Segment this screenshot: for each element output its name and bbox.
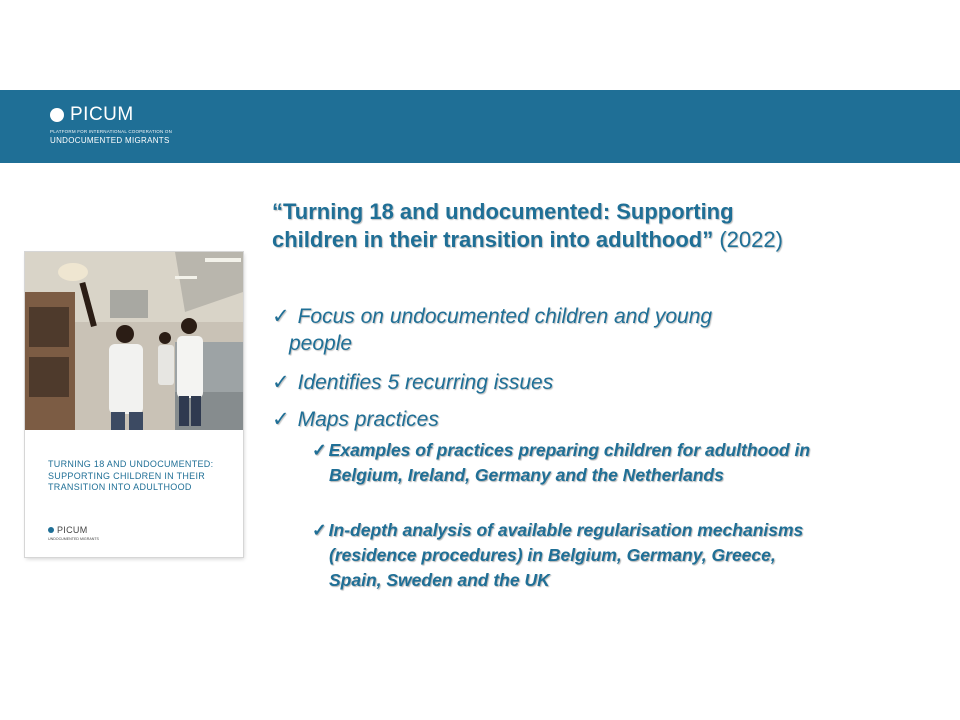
cover-photo	[25, 252, 243, 430]
bullet-3-text: Maps practices	[297, 408, 439, 431]
bullet-2	[272, 369, 553, 396]
picum-logo	[50, 104, 172, 145]
checkmark-icon: ✓	[312, 520, 327, 540]
bullet-1-line-2: people	[289, 332, 353, 355]
logo-name: PICUM	[70, 104, 134, 125]
sub-bullet-2-line-1: In-depth analysis of available regularisation mechanisms	[328, 520, 804, 540]
cover-title	[48, 459, 238, 494]
cover-logo-name: PICUM	[57, 525, 88, 535]
sub-bullet-1	[312, 438, 902, 488]
sub-bullet-1-line-1: Examples of practices preparing children for adulthood in	[328, 440, 811, 460]
bullet-3	[272, 406, 439, 433]
cover-logo-subtitle: UNDOCUMENTED MIGRANTS	[48, 537, 99, 541]
checkmark-icon: ✓	[272, 305, 290, 328]
title-line-2: children in their transition into adulthood”	[272, 227, 714, 252]
header-band	[0, 90, 960, 163]
cover-title-line-2: SUPPORTING CHILDREN IN THEIR	[48, 470, 206, 481]
sub-bullet-2	[312, 518, 902, 593]
logo-subtitle-1: PLATFORM FOR INTERNATIONAL COOPERATION ON	[50, 129, 173, 134]
cover-logo-dot-icon	[48, 527, 54, 533]
title-line-1: “Turning 18 and undocumented: Supporting	[272, 199, 734, 224]
bullet-2-text: Identifies 5 recurring issues	[297, 371, 554, 394]
sub-bullet-2-line-2: (residence procedures) in Belgium, Germany, Greece,	[329, 545, 776, 565]
logo-dot-icon	[50, 108, 64, 122]
cover-logo	[48, 525, 99, 541]
cover-title-line-3: TRANSITION INTO ADULTHOOD	[48, 482, 192, 492]
checkmark-icon: ✓	[272, 408, 290, 431]
logo-subtitle-2: UNDOCUMENTED MIGRANTS	[50, 136, 170, 145]
sub-bullet-2-line-3: Spain, Sweden and the UK	[329, 570, 550, 590]
slide-title	[272, 198, 912, 254]
checkmark-icon: ✓	[272, 371, 290, 394]
sub-bullet-1-line-2: Belgium, Ireland, Germany and the Netherlands	[329, 465, 724, 485]
bullet-1	[272, 303, 712, 357]
cover-title-line-1: TURNING 18 AND UNDOCUMENTED:	[48, 459, 214, 469]
bullet-1-line-1: Focus on undocumented children and young	[297, 305, 713, 328]
checkmark-icon: ✓	[312, 440, 327, 460]
title-year: (2022)	[719, 227, 783, 252]
report-cover	[25, 252, 243, 557]
